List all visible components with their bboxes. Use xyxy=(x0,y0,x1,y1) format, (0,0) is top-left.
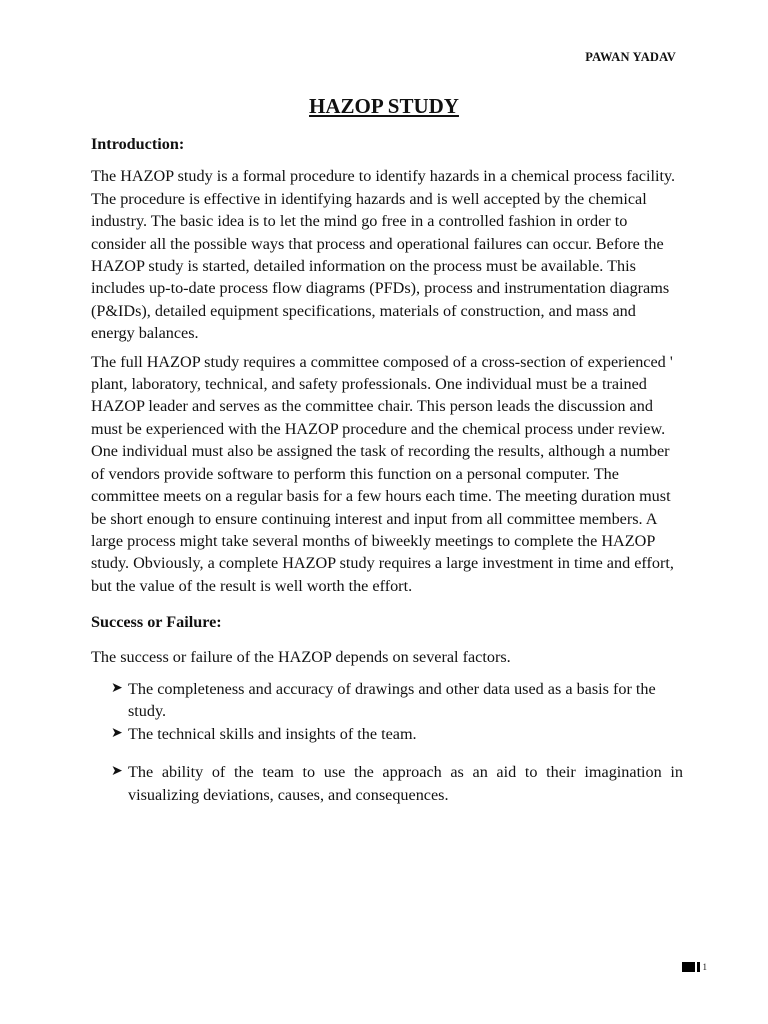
list-item-text: The technical skills and insights of the team. xyxy=(128,724,417,743)
section-heading-introduction: Introduction: xyxy=(91,135,185,153)
arrow-bullet-icon: ➤ xyxy=(111,764,123,780)
page-marker-block-icon xyxy=(682,962,695,972)
page-marker-bar-icon xyxy=(697,962,700,972)
list-item xyxy=(111,761,683,806)
document-body xyxy=(91,133,683,806)
list-item-text: The completeness and accuracy of drawings and other data used as a basis for the study. xyxy=(128,679,656,721)
document-title: HAZOP STUDY xyxy=(309,94,459,118)
list-item-text: The ability of the team to use the approach as an aid to their imagination in visualizing deviations, causes, and consequences. xyxy=(128,763,683,804)
author-name: PAWAN YADAV xyxy=(585,50,676,64)
success-factors-list xyxy=(91,678,683,806)
list-item xyxy=(111,678,683,723)
intro-paragraph-1: The HAZOP study is a formal procedure to identify hazards in a chemical process facility. The procedure is effective in identifying hazards and is well accepted by the chemical industry. The basic idea is to let the mind go free in a controlled fashion in order to consider all the possible ways that process and operational failures can occur. Before the HAZOP study is started, detailed information on the process must be available. This includes up-to-date process flow diagrams (PFDs), process and instrumentation diagrams (P&IDs), detailed equipment specifications, materials of construction, and mass and energy balances. xyxy=(91,167,676,343)
section-heading-success-or-failure: Success or Failure: xyxy=(91,613,222,632)
arrow-bullet-icon: ➤ xyxy=(111,680,123,696)
list-item xyxy=(111,723,683,745)
arrow-bullet-icon: ➤ xyxy=(111,725,123,741)
success-intro-paragraph: The success or failure of the HAZOP depends on several factors. xyxy=(91,647,511,666)
intro-paragraph-2: The full HAZOP study requires a committee composed of a cross-section of experienced ' plant, laboratory, technical, and safety professionals. One individual must be a trained HAZOP leader and serves as the committee chair. This person leads the discussion and must be experienced with the HAZOP procedure and the chemical process under review. One individual must also be assigned the task of recording the results, although a number of vendors provide software to perform this function on a personal computer. The committee meets on a regular basis for a few hours each time. The meeting duration must be short enough to ensure continuing interest and input from all committee members. A large process might take several months of biweekly meetings to complete the HAZOP study. Obviously, a complete HAZOP study requires a large investment in time and effort, but the value of the result is well worth the effort. xyxy=(91,352,674,595)
page-number: 1 xyxy=(702,962,707,972)
page-footer xyxy=(682,962,708,972)
